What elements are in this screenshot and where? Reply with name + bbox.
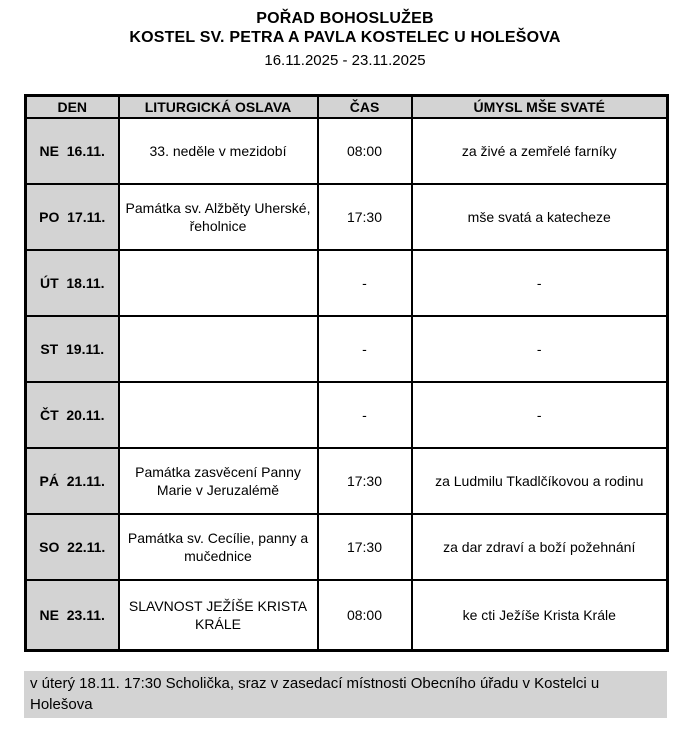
day-cell: ST 19.11. [26, 316, 119, 382]
time-cell: 08:00 [318, 118, 412, 184]
page-title: POŘAD BOHOSLUŽEB [256, 10, 434, 27]
table-row [26, 118, 668, 184]
day-cell: PO 17.11. [26, 184, 119, 250]
intention-cell: ke cti Ježíše Krista Krále [412, 580, 668, 650]
day-cell: PÁ 21.11. [26, 448, 119, 514]
intention-cell: za živé a zemřelé farníky [412, 118, 668, 184]
footer-note: v úterý 18.11. 17:30 Scholička, sraz v zasedací místnosti Obecního úřadu v Kostelci u Holešova [24, 671, 667, 718]
column-header-intention: ÚMYSL MŠE SVATÉ [412, 96, 668, 119]
schedule-header-row [26, 96, 668, 119]
intention-cell: - [412, 316, 668, 382]
column-header-day: DEN [26, 96, 119, 119]
time-cell: - [318, 316, 412, 382]
intention-cell: - [412, 382, 668, 448]
time-cell: 17:30 [318, 184, 412, 250]
day-cell: ČT 20.11. [26, 382, 119, 448]
page-header [0, 0, 690, 70]
column-header-celebration: LITURGICKÁ OSLAVA [119, 96, 318, 119]
date-range: 16.11.2025 - 23.11.2025 [264, 52, 426, 69]
celebration-cell [119, 250, 318, 316]
table-row [26, 448, 668, 514]
intention-cell: za Ludmilu Tkadlčíkovou a rodinu [412, 448, 668, 514]
column-header-time: ČAS [318, 96, 412, 119]
table-row [26, 382, 668, 448]
day-cell: NE 16.11. [26, 118, 119, 184]
table-row [26, 250, 668, 316]
schedule-table [24, 94, 669, 652]
day-cell: ÚT 18.11. [26, 250, 119, 316]
table-row [26, 316, 668, 382]
time-cell: - [318, 250, 412, 316]
intention-cell: za dar zdraví a boží požehnání [412, 514, 668, 580]
day-cell: SO 22.11. [26, 514, 119, 580]
church-name: KOSTEL SV. PETRA A PAVLA KOSTELEC U HOLEŠOVA [129, 29, 561, 46]
time-cell: - [318, 382, 412, 448]
intention-cell: - [412, 250, 668, 316]
celebration-cell [119, 382, 318, 448]
table-row [26, 580, 668, 650]
celebration-cell: Památka sv. Alžběty Uherské, řeholnice [119, 184, 318, 250]
time-cell: 08:00 [318, 580, 412, 650]
celebration-cell [119, 316, 318, 382]
table-row [26, 184, 668, 250]
table-row [26, 514, 668, 580]
celebration-cell: 33. neděle v mezidobí [119, 118, 318, 184]
celebration-cell: Památka zasvěcení Panny Marie v Jeruzalémě [119, 448, 318, 514]
time-cell: 17:30 [318, 514, 412, 580]
schedule-body [26, 118, 668, 650]
celebration-cell: SLAVNOST JEŽÍŠE KRISTA KRÁLE [119, 580, 318, 650]
celebration-cell: Památka sv. Cecílie, panny a mučednice [119, 514, 318, 580]
time-cell: 17:30 [318, 448, 412, 514]
day-cell: NE 23.11. [26, 580, 119, 650]
intention-cell: mše svatá a katecheze [412, 184, 668, 250]
